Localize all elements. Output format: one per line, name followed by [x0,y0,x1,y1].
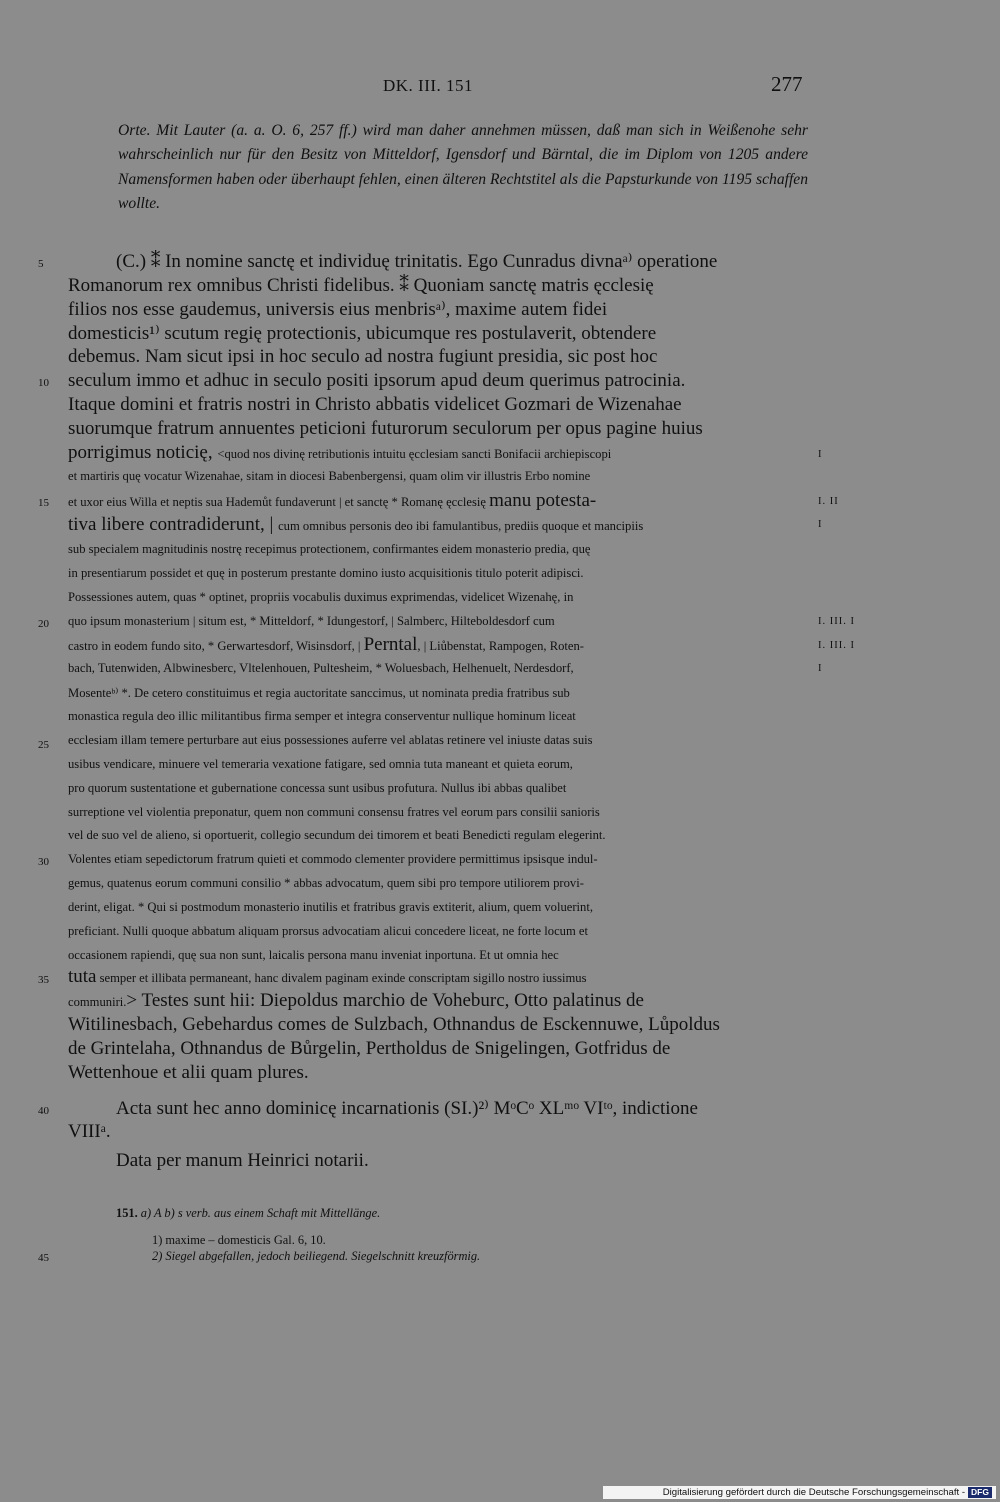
charter-line [68,514,808,536]
charter-line: Data per manum Heinrici notarii. [116,1150,369,1171]
page-number: 277 [771,72,803,96]
charter-line: filios nos esse gaudemus, universis eius menbrisᵃ⁾, maxime autem fidei [68,299,608,320]
charter-line: Witilinesbach, Gebehardus comes de Sulzbach, Othnandus de Esckennuwe, Lůpoldus [68,1014,720,1035]
intro-text: Orte. Mit Lauter (a. a. O. 6, 257 ff.) wird man daher annehmen müssen, daß man sich in Weißenohe sehr wahrscheinlich nur für den Besitz von Mitteldorf, Igensdorf und Bärntal, die im Diplom von 1205 andere Namensformen haben oder überhaupt fehlen, einen älteren Rechtstitel als die Papsturkunde von 1195 schaffen wollte. [118,122,808,212]
charter-line: Romanorum rex omnibus Christi fidelibus. ⁑ Quoniam sanctę matris ęcclesię [68,275,654,296]
charter-line [68,442,808,464]
credit-text: Digitalisierung gefördert durch die Deutsche Forschungsgemeinschaft - [662,1487,966,1498]
charter-line: preficiant. Nulli quoque abbatum aliquam prorsus advocatiam alicui concedere liceat, ne forte locum et [68,924,588,938]
charter-text-large: Perntal [363,634,418,655]
charter-text-small: , | Liůbenstat, Rampogen, Roten- [417,639,584,653]
charter-text-small: communiri. [68,995,127,1009]
charter-line: bach, Tutenwiden, Albwinesberc, Vltelenhouen, Pultesheim, * Woluesbach, Helhenuelt, Nerdesdorf, [68,661,574,675]
charter-line: Volentes etiam sepedictorum fratrum quieti et commodo clementer providere permittimus ipsisque indul- [68,852,598,866]
intro-paragraph [118,119,808,216]
charter-line: sub specialem magnitudinis nostrę recepimus protectionem, confirmantes eidem monasterio predia, quę [68,542,591,556]
charter-text-small: castro in eodem fundo sito, * Gerwartesdorf, Wisinsdorf, | [68,639,364,653]
margin-siglum: I [818,519,823,530]
charter-line: Itaque domini et fratris nostri in Christo abbatis videlicet Gozmari de Wizenahae [68,394,682,415]
charter-text-small: semper et illibata permaneant, hanc divalem paginam exinde conscriptam sigillo nostro iussimus [96,971,587,985]
line-number: 15 [38,497,49,509]
margin-siglum: I [818,663,823,674]
charter-line: domesticis¹⁾ scutum regię protectionis, ubicumque res postulaverit, obtendere [68,323,657,344]
dfg-logo: DFG [968,1487,992,1498]
charter-line [68,490,808,512]
charter-line [68,634,808,656]
charter-text-large: porrigimus noticię, [68,442,218,463]
charter-line: occasionem rapiendi, quę sua non sunt, laicalis persona manu inveniat inportuna. Et ut omnia hec [68,948,559,962]
charter-line: suorumque fratrum annuentes peticioni futurorum seculorum per opus pagine huius [68,418,703,439]
charter-text-large: tiva libere contradiderunt, | [68,514,279,535]
charter-text-small: <quod nos divinę retributionis intuitu ęcclesiam sancti Bonifacii archiepiscopi [217,447,612,461]
running-header [0,72,1000,102]
footnote-document-number: 151. [116,1206,138,1220]
charter-line: usibus vendicare, minuere vel temeraria vexatione fatigare, sed omnia tuta maneant et quieta eorum, [68,757,573,771]
line-number: 25 [38,739,49,751]
charter-line: Acta sunt hec anno dominicę incarnationis (SI.)²⁾ MᵒCᵒ XLᵐᵒ VIᵗᵒ, indictione [116,1098,698,1119]
charter-text-large: > Testes sunt hii: Diepoldus marchio de Voheburc, Otto palatinus de [126,990,644,1011]
charter-text-large: tuta [68,966,97,987]
margin-siglum: I [818,449,823,460]
charter-line: VIIIᵃ. [68,1121,111,1142]
footnote-seal: 2) Siegel abgefallen, jedoch beiliegend. Siegelschnitt kreuzförmig. [152,1249,481,1263]
charter-line: quo ipsum monasterium | situm est, * Mitteldorf, * Idungestorf, | Salmberc, Hilteboldesdorf cum [68,614,555,628]
charter-line: surreptione vel violentia preponatur, quem non communi consensu fratres vel eorum pars consilii sanioris [68,805,600,819]
charter-line: gemus, quatenus eorum communi consilio * abbas advocatum, quem sibi pro tempore utiliorem provi- [68,876,584,890]
charter-line: et martiris quę vocatur Wizenahae, sitam in diocesi Babenbergensi, quam olim vir illustris Erbo nomine [68,469,591,483]
charter-text-large: manu potesta- [489,490,597,511]
margin-siglum: I. II [818,496,839,507]
charter-line: ecclesiam illam temere perturbare aut eius possessiones auferre vel ablatas retinere vel iniuste datas suis [68,733,593,747]
charter-line: monastica regula deo illic militantibus firma semper et integra conserventur nullique hominum liceat [68,709,576,723]
charter-line: vel de suo vel de alieno, si oportuerit, collegio secundum dei timorem et beati Benedicti regulam elegerint. [68,828,606,842]
footnote-apparatus [116,1206,380,1221]
line-number: 35 [38,974,49,986]
line-number: 45 [38,1252,49,1264]
line-number: 40 [38,1105,49,1117]
charter-line: seculum immo et adhuc in seculo positi ipsorum apud deum querimus patrocinia. [68,370,686,391]
line-number: 20 [38,618,49,630]
charter-line: Wettenhoue et alii quam plures. [68,1062,309,1083]
charter-line: derint, eligat. * Qui si postmodum monasterio inutilis et fratribus gravis extiterit, alium, quem voluerint, [68,900,594,914]
charter-line: de Grintelaha, Othnandus de Bůrgelin, Pertholdus de Snigelingen, Gotfridus de [68,1038,671,1059]
charter-line: pro quorum sustentatione et gubernatione concessa sunt usibus profutura. Nullus ibi abbas qualibet [68,781,567,795]
footnote-text: a) A b) s verb. aus einem Schaft mit Mittellänge. [137,1206,381,1220]
charter-line [68,966,808,988]
running-title: DK. III. 151 [383,76,474,95]
charter-line: Possessiones autem, quas * optinet, propriis vocabulis duximus exprimendas, videlicet Wizenahę, in [68,590,574,604]
line-number: 30 [38,856,49,868]
line-number: 5 [38,258,44,270]
charter-line: (C.) ⁑ In nomine sanctę et individuę trinitatis. Ego Cunradus divnaᵃ⁾ operatione [116,251,718,272]
footnote-source: 1) maxime – domesticis Gal. 6, 10. [152,1233,326,1247]
line-number: 10 [38,377,49,389]
charter-line: Mosenteᵇ⁾ *. De cetero constituimus et regia auctoritate sanccimus, ut nominata predia fratribus sub [68,686,570,700]
charter-line [68,990,808,1012]
margin-siglum: I. III. I [818,616,855,627]
margin-siglum: I. III. I [818,640,855,651]
digitization-credit [603,1486,996,1499]
charter-text-small: cum omnibus personis deo ibi famulantibus, prediis quoque et mancipiis [278,519,644,533]
charter-text-small: et uxor eius Willa et neptis sua Hademůt fundaverunt | et sanctę * Romanę ęcclesię [68,495,490,509]
charter-line: debemus. Nam sicut ipsi in hoc seculo ad nostra fugiunt presidia, sic post hoc [68,346,658,367]
charter-line: in presentiarum possidet et quę in posterum prestante domino iusto acquisitionis titulo poterit adipisci. [68,566,584,580]
